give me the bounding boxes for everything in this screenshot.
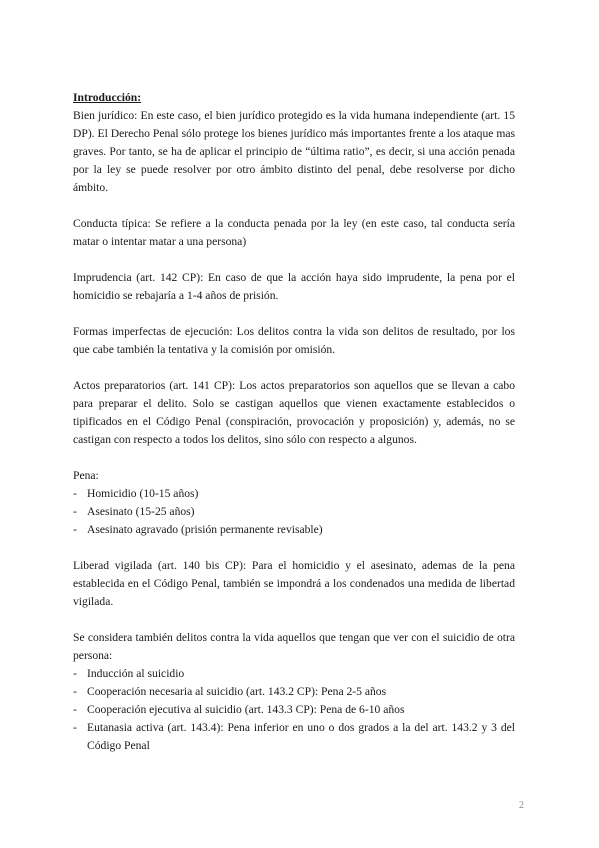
list-item: - Eutanasia activa (art. 143.4): Pena inferior en uno o dos grados a la del art. 143.2 y 3 del Código Penal — [73, 719, 515, 755]
paragraph-suicidio-intro: Se considera también delitos contra la vida aquellos que tengan que ver con el suicidio de otra persona: — [73, 631, 515, 662]
paragraph-conducta-tipica: Conducta típica: Se refiere a la conducta penada por la ley (en este caso, tal conducta sería matar o intentar matar a una persona) — [73, 217, 515, 248]
page-number: 2 — [519, 800, 524, 811]
list-item: - Asesinato agravado (prisión permanente revisable) — [73, 521, 515, 539]
paragraph-libertad-vigilada: Liberad vigilada (art. 140 bis CP): Para el homicidio y el asesinato, ademas de la pena establecida en el Código Penal, también se impondrá a los condenados una medida de libertad vigilada. — [73, 559, 515, 608]
list-item: - Cooperación ejecutiva al suicidio (art. 143.3 CP): Pena de 6-10 años — [73, 701, 515, 719]
paragraph-imprudencia: Imprudencia (art. 142 CP): En caso de que la acción haya sido imprudente, la pena por el homicidio se rebajaría a 1-4 años de prisión. — [73, 271, 515, 302]
paragraph-actos-preparatorios: Actos preparatorios (art. 141 CP): Los actos preparatorios son aquellos que se llevan a cabo para preparar el delito. Solo se castigan aquellos que vienen exactamente establecidos o tipificados en el Código Penal (conspiración, provocación y proposición) y, además, no se castigan con respecto a todos los delitos, sino sólo con respecto a algunos. — [73, 379, 515, 446]
list-item: - Inducción al suicidio — [73, 665, 515, 683]
paragraph-formas-imperfectas: Formas imperfectas de ejecución: Los delitos contra la vida son delitos de resultado, por los que cabe también la tentativa y la comisión por omisión. — [73, 325, 515, 356]
paragraph-bien-juridico: Bien jurídico: En este caso, el bien jurídico protegido es la vida humana independiente (art. 15 DP). El Derecho Penal sólo protege los bienes jurídico más importantes frente a los ataque mas graves. Por tanto, se ha de aplicar el principio de “última ratio”, es decir, si una acción penada por la ley se puede resolver por otro ámbito distinto del penal, debe resolverse por dicho ámbito. — [73, 109, 515, 194]
list-item: - Asesinato (15-25 años) — [73, 503, 515, 521]
list-item: - Cooperación necesaria al suicidio (art. 143.2 CP): Pena 2-5 años — [73, 683, 515, 701]
pena-list — [73, 485, 515, 539]
pena-heading: Pena: — [73, 469, 99, 482]
document-body — [73, 89, 515, 755]
suicidio-list — [73, 665, 515, 755]
section-title: Introducción: — [73, 91, 142, 104]
list-item: - Homicidio (10-15 años) — [73, 485, 515, 503]
